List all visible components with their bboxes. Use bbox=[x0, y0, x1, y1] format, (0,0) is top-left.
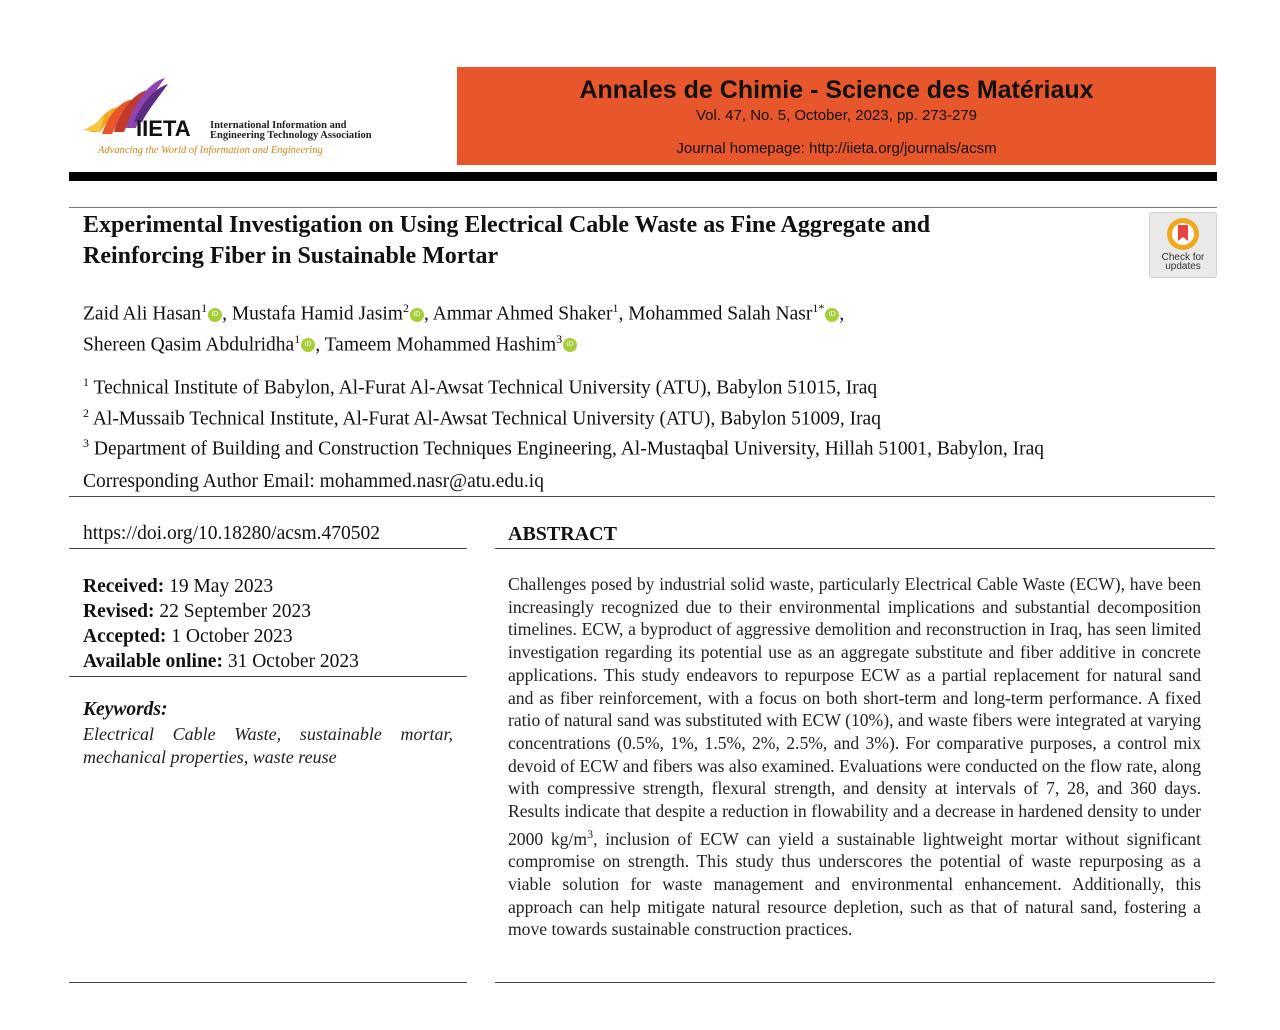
author-line-2: Shereen Qasim Abdulridha$^1$ iD , Tameem Mohammed Hashim$^3$ iD bbox=[83, 327, 1203, 358]
affiliation-number: 2 bbox=[83, 405, 89, 420]
check-updates-label-1: Check for bbox=[1161, 252, 1205, 263]
date-accepted bbox=[83, 624, 359, 649]
check-for-updates-button[interactable] bbox=[1149, 212, 1217, 278]
affiliation-text: Technical Institute of Babylon, Al-Furat Al-Awsat Technical University (ATU), Babylon 51015, Iraq bbox=[93, 377, 878, 399]
orcid-icon[interactable]: iD bbox=[410, 308, 424, 322]
doi-link[interactable]: https://doi.org/10.18280/acsm.470502 bbox=[83, 523, 381, 544]
author-affil-sup: 1 bbox=[294, 331, 301, 346]
check-updates-label-2: updates bbox=[1165, 261, 1201, 272]
date-label: Available online: bbox=[83, 651, 223, 672]
article-dates bbox=[83, 574, 359, 674]
keywords-text: Electrical Cable Waste, sustainable mortar, mechanical properties, waste reuse bbox=[83, 724, 453, 767]
date-online bbox=[83, 649, 359, 674]
date-value: 1 October 2023 bbox=[171, 626, 293, 647]
paper-title-line1: Experimental Investigation on Using Electrical Cable Waste as Fine Aggregate and bbox=[83, 212, 931, 238]
divider bbox=[69, 676, 467, 677]
affiliation-number: 3 bbox=[83, 436, 89, 450]
date-label: Revised: bbox=[83, 601, 155, 622]
author-affil-sup: 1 bbox=[201, 301, 208, 315]
affiliation-number: 1 bbox=[83, 375, 89, 389]
orcid-icon[interactable]: iD bbox=[208, 308, 222, 322]
divider bbox=[69, 982, 467, 983]
keywords-heading: Keywords: bbox=[83, 699, 168, 720]
author-name: Mohammed Salah Nasr bbox=[628, 303, 813, 325]
affiliation-text: Department of Building and Construction Techniques Engineering, Al-Mustaqbal University, Hillah 51001, Babylon, Iraq bbox=[93, 438, 1045, 460]
divider bbox=[69, 548, 467, 549]
date-received bbox=[83, 574, 359, 599]
date-label: Accepted: bbox=[83, 626, 167, 647]
author-name: Mustafa Hamid Jasim bbox=[231, 303, 403, 325]
author-list bbox=[83, 296, 1203, 357]
author-name: Shereen Qasim Abdulridha bbox=[83, 334, 295, 355]
author-name: Zaid Ali Hasan bbox=[83, 303, 202, 325]
affiliation-item bbox=[83, 431, 1203, 462]
check-updates-icon bbox=[1165, 216, 1201, 252]
author-affil-sup: 1 bbox=[612, 301, 619, 315]
affiliation-list bbox=[83, 370, 1203, 462]
date-value: 31 October 2023 bbox=[227, 651, 359, 672]
orcid-icon[interactable]: iD bbox=[301, 338, 315, 352]
abstract-body bbox=[508, 573, 1201, 941]
header-divider bbox=[69, 172, 1217, 181]
author-line-1: Zaid Ali Hasan$^1$ iD , Mustafa Hamid Jasim$^2$ iD , Ammar Ahmed Shaker$^1$, Mohammed Salah Nasr$^{1*}$ iD , bbox=[83, 301, 845, 325]
logo-tagline: Advancing the World of Information and Engineering bbox=[98, 145, 323, 156]
author-name: Ammar Ahmed Shaker bbox=[432, 303, 613, 325]
paper-title-line2: Reinforcing Fiber in Sustainable Mortar bbox=[83, 243, 499, 269]
date-label: Received: bbox=[83, 576, 165, 597]
logo-org-line2: Engineering Technology Association bbox=[210, 130, 372, 141]
orcid-icon[interactable]: iD bbox=[825, 308, 839, 322]
author-affil-sup: 1* bbox=[812, 301, 825, 315]
journal-homepage-link[interactable]: Journal homepage: http://iieta.org/journals/acsm bbox=[676, 140, 997, 157]
author-affil-sup: 2 bbox=[402, 301, 409, 315]
publisher-logo bbox=[80, 70, 410, 165]
abstract-text-part2: , inclusion of ECW can yield a sustainable lightweight mortar without significant compromise on strength. This study thus underscores the potential of waste repurposing as a viable solution for waste management and environmental enhancement. Additionally, this approach can help mitigate natural resource depletion, such as that of natural sand, fostering a move towards sustainable construction practices. bbox=[508, 828, 1201, 940]
author-name: Tameem Mohammed Hashim bbox=[324, 334, 557, 355]
divider bbox=[495, 548, 1215, 549]
date-value: 19 May 2023 bbox=[169, 576, 274, 597]
journal-header bbox=[457, 67, 1216, 165]
orcid-icon[interactable]: iD bbox=[563, 338, 577, 352]
abstract-heading: ABSTRACT bbox=[508, 523, 617, 545]
journal-title: Annales de Chimie - Science des Matériaux bbox=[579, 76, 1094, 104]
affiliation-text: Al-Mussaib Technical Institute, Al-Furat Al-Awsat Technical University (ATU), Babylon 51009, Iraq bbox=[92, 408, 881, 429]
date-value: 22 September 2023 bbox=[159, 601, 312, 622]
title-top-divider bbox=[69, 207, 1217, 208]
paper-title bbox=[83, 210, 1083, 272]
journal-volume: Vol. 47, No. 5, October, 2023, pp. 273-279 bbox=[695, 107, 978, 124]
corresponding-author-email[interactable]: Corresponding Author Email: mohammed.nasr@atu.edu.iq bbox=[83, 471, 544, 492]
date-revised bbox=[83, 599, 359, 624]
divider bbox=[69, 496, 1215, 497]
abstract-superscript: 3 bbox=[587, 826, 594, 841]
author-affil-sup: 3 bbox=[556, 331, 563, 346]
logo-org-line1: International Information and bbox=[210, 120, 347, 131]
abstract-text-part1: Challenges posed by industrial solid waste, particularly Electrical Cable Waste (ECW), have been increasingly recognized due to their environmental implications and substantial decomposition timelines. ECW, a byproduct of aggressive demolition and reconstruction in Iraq, has seen limited investigation regarding its potential use as an aggregate substitute and fiber additive in concrete applications. This study endeavors to repurpose ECW as a partial replacement for natural sand and as fiber reinforcement, with a focus on both short-term and long-term performance. A fixed ratio of natural sand was substituted with ECW (10%), and waste fibers were integrated at varying concentrations (0.5%, 1%, 1.5%, 2%, 2.5%, and 3%). For comparative purposes, a control mix devoid of ECW and fibers was also examined. Evaluations were conducted on the flow rate, along with compressive strength, flexural strength, and density at intervals of 7, 28, and 360 days. Results indicate that despite a reduction in flowability and a decrease in hardened density to under 2000 kg/m bbox=[508, 574, 1201, 849]
logo-org-name bbox=[210, 121, 372, 141]
logo-acronym: IIETA bbox=[136, 116, 191, 141]
divider bbox=[495, 982, 1215, 983]
affiliation-item bbox=[83, 401, 1203, 432]
affiliation-item bbox=[83, 370, 1203, 401]
